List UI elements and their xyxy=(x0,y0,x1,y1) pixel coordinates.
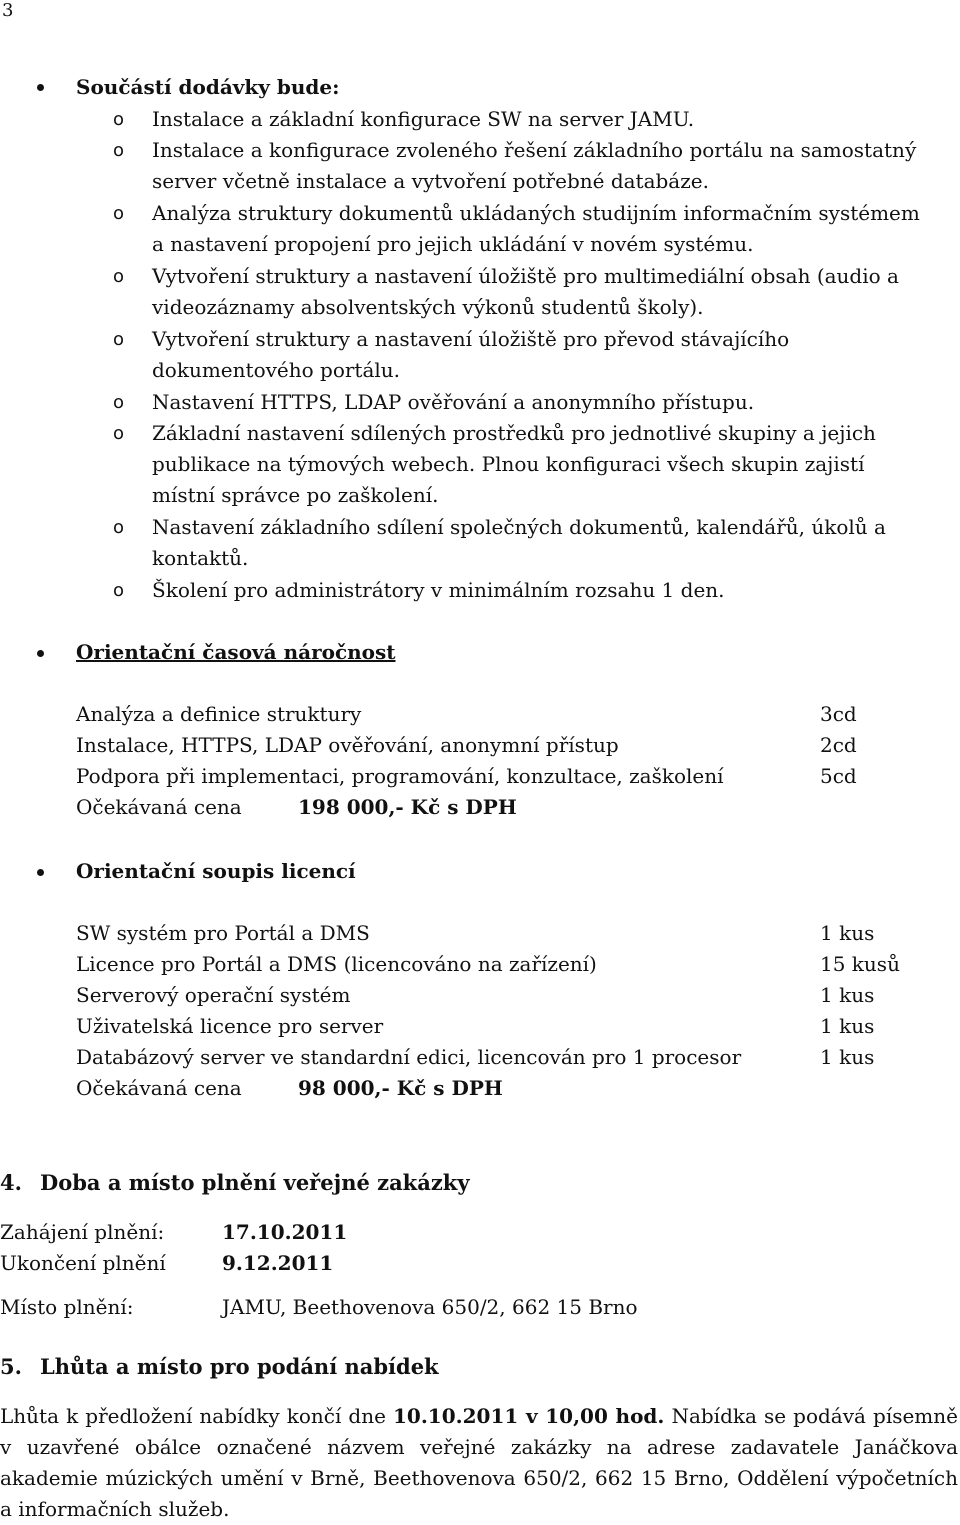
section-number: 4. xyxy=(0,1170,22,1195)
price-row: Očekávaná cena 198 000,- Kč s DPH xyxy=(76,792,936,823)
table-row: Podpora při implementaci, programování, konzultace, zaškolení 5cd xyxy=(76,764,857,788)
section-title: Lhůta a místo pro podání nabídek xyxy=(40,1354,439,1379)
table-row: Licence pro Portál a DMS (licencováno na zařízení) 15 kusů xyxy=(76,952,900,976)
table-row: Serverový operační systém 1 kus xyxy=(76,983,875,1007)
submission-paragraph: Lhůta k předložení nabídky končí dne 10.10.2011 v 10,00 hod. Nabídka se podává písemně v uzavřené obálce označené názvem veřejné zakázky na adrese zadavatele Janáčkova akademie múzických umění v Brně, Beethovenova 650/2, 662 15 Brno, Oddělení výpočetních a informačních služeb. xyxy=(0,1404,958,1521)
delivery-heading: Součástí dodávky bude: xyxy=(76,75,340,99)
section-number: 5. xyxy=(0,1354,22,1379)
table-row: Uživatelská licence pro server 1 kus xyxy=(76,1014,875,1038)
place-row: Místo plnění: JAMU, Beethovenova 650/2, 662 15 Brno xyxy=(0,1295,638,1319)
bullet-icon xyxy=(37,84,44,91)
deadline: 10.10.2011 v 10,00 hod. xyxy=(393,1404,665,1428)
section-title: Doba a místo plnění veřejné zakázky xyxy=(40,1170,470,1195)
expected-price: 98 000,- Kč s DPH xyxy=(298,1076,503,1100)
time-estimate-heading: Orientační časová náročnost xyxy=(76,640,396,664)
end-row: Ukončení plnění 9.12.2011 xyxy=(0,1251,334,1275)
bullet-icon xyxy=(37,650,44,657)
table-row: Analýza a definice struktury 3cd xyxy=(76,702,857,726)
price-row: Očekávaná cena 98 000,- Kč s DPH xyxy=(76,1073,936,1104)
table-row: SW systém pro Portál a DMS 1 kus xyxy=(76,921,875,945)
bullet-icon xyxy=(37,869,44,876)
table-row: Databázový server ve standardní edici, licencován pro 1 procesor 1 kus xyxy=(76,1045,875,1069)
page-number: 3 xyxy=(2,0,14,21)
expected-price: 198 000,- Kč s DPH xyxy=(298,795,517,819)
start-row: Zahájení plnění: 17.10.2011 xyxy=(0,1220,348,1244)
table-row: Instalace, HTTPS, LDAP ověřování, anonymní přístup 2cd xyxy=(76,733,857,757)
licenses-heading: Orientační soupis licencí xyxy=(76,859,356,883)
